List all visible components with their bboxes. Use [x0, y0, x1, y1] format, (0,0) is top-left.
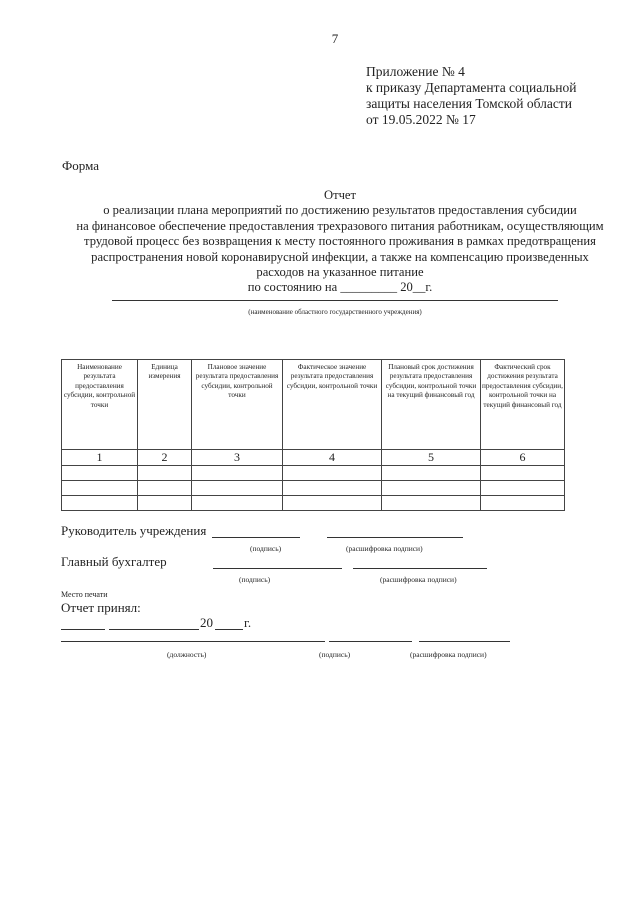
column-number: 2: [138, 450, 192, 466]
signature-caption: (подпись): [239, 575, 271, 584]
seal-place-label: Место печати: [61, 590, 108, 599]
table-row: [62, 481, 565, 496]
head-decoding-line[interactable]: [327, 537, 463, 538]
header-cell: Фактический срок достижения результата предоставления субсидии, контрольной точки на текущий финансовый год: [481, 360, 565, 450]
table-cell[interactable]: [62, 481, 138, 496]
table-cell[interactable]: [62, 466, 138, 481]
head-signature-line[interactable]: [212, 537, 300, 538]
table-cell[interactable]: [382, 466, 481, 481]
page-number: 7: [331, 31, 339, 46]
signature-caption: (подпись): [319, 650, 351, 659]
results-table: [61, 359, 565, 511]
appendix-line-1: Приложение № 4: [366, 64, 465, 79]
table-cell[interactable]: [283, 466, 382, 481]
title-line-7: по состоянию на _________ 20__г.: [247, 280, 433, 295]
appendix-block: [366, 64, 576, 128]
column-number: 4: [283, 450, 382, 466]
date-year-line[interactable]: [215, 629, 243, 630]
organization-caption: (наименование областного государственного учреждения): [248, 308, 422, 316]
table-row: [62, 466, 565, 481]
table-header-row: [62, 360, 565, 450]
title-line-1: Отчет: [323, 188, 357, 202]
title-line-6: расходов на указанное питание: [256, 265, 424, 280]
organization-name-line: [112, 300, 558, 301]
table-cell[interactable]: [283, 496, 382, 511]
table-cell[interactable]: [481, 466, 565, 481]
header-cell: Фактическое значение результата предоставления субсидии, контрольной точки: [283, 360, 382, 450]
table-cell[interactable]: [481, 481, 565, 496]
title-line-5: распространения новой коронавирусной инфекции, а также на компенсацию произведенных: [91, 249, 589, 264]
column-number: 6: [481, 450, 565, 466]
table-cell[interactable]: [382, 481, 481, 496]
column-number: 3: [192, 450, 283, 466]
header-cell: Единица измерения: [138, 360, 192, 450]
table-cell[interactable]: [62, 496, 138, 511]
date-day-line[interactable]: [61, 629, 105, 630]
header-cell: Плановый срок достижения результата предоставления субсидии, контрольной точки на текущий финансовый год: [382, 360, 481, 450]
position-line[interactable]: [61, 641, 325, 642]
column-number-row: [62, 450, 565, 466]
header-cell: Плановое значение результата предоставления субсидии, контрольной точки: [192, 360, 283, 450]
header-cell: Наименование результата предоставления субсидии, контрольной точки: [62, 360, 138, 450]
decoding-caption: (расшифровка подписи): [410, 650, 487, 659]
appendix-line-2: к приказу Департамента социальной: [366, 80, 577, 95]
table-cell[interactable]: [138, 496, 192, 511]
table-cell[interactable]: [192, 466, 283, 481]
head-label: Руководитель учреждения: [61, 523, 207, 538]
table-row: [62, 496, 565, 511]
column-number: 1: [62, 450, 138, 466]
table-cell[interactable]: [481, 496, 565, 511]
table-cell[interactable]: [138, 466, 192, 481]
date-year-prefix: 20: [200, 615, 213, 630]
form-label: Форма: [62, 158, 99, 173]
table-cell[interactable]: [382, 496, 481, 511]
appendix-line-3: защиты населения Томской области: [366, 96, 573, 111]
acceptor-decoding-line[interactable]: [419, 641, 510, 642]
title-line-2: о реализации плана мероприятий по достижению результатов предоставления субсидии: [103, 203, 577, 218]
accountant-signature-line[interactable]: [213, 568, 342, 569]
decoding-caption: (расшифровка подписи): [346, 544, 423, 553]
position-caption: (должность): [167, 650, 207, 659]
table-cell[interactable]: [283, 481, 382, 496]
accepted-label: Отчет принял:: [61, 600, 141, 615]
report-title: [45, 188, 635, 296]
date-month-line[interactable]: [109, 629, 199, 630]
acceptor-signature-line[interactable]: [329, 641, 412, 642]
accountant-label: Главный бухгалтер: [61, 554, 167, 569]
date-year-suffix: г.: [244, 615, 252, 630]
table-cell[interactable]: [192, 496, 283, 511]
table-cell[interactable]: [192, 481, 283, 496]
title-line-3: на финансовое обеспечение предоставления трехразового питания работникам, осуществляющим: [76, 218, 604, 233]
decoding-caption: (расшифровка подписи): [380, 575, 457, 584]
appendix-line-4: от 19.05.2022 № 17: [366, 112, 476, 127]
title-line-4: трудовой процесс без возвращения к месту постоянного проживания в рамках предотвращения: [84, 234, 596, 249]
signature-caption: (подпись): [250, 544, 282, 553]
accountant-decoding-line[interactable]: [353, 568, 487, 569]
column-number: 5: [382, 450, 481, 466]
table-cell[interactable]: [138, 481, 192, 496]
